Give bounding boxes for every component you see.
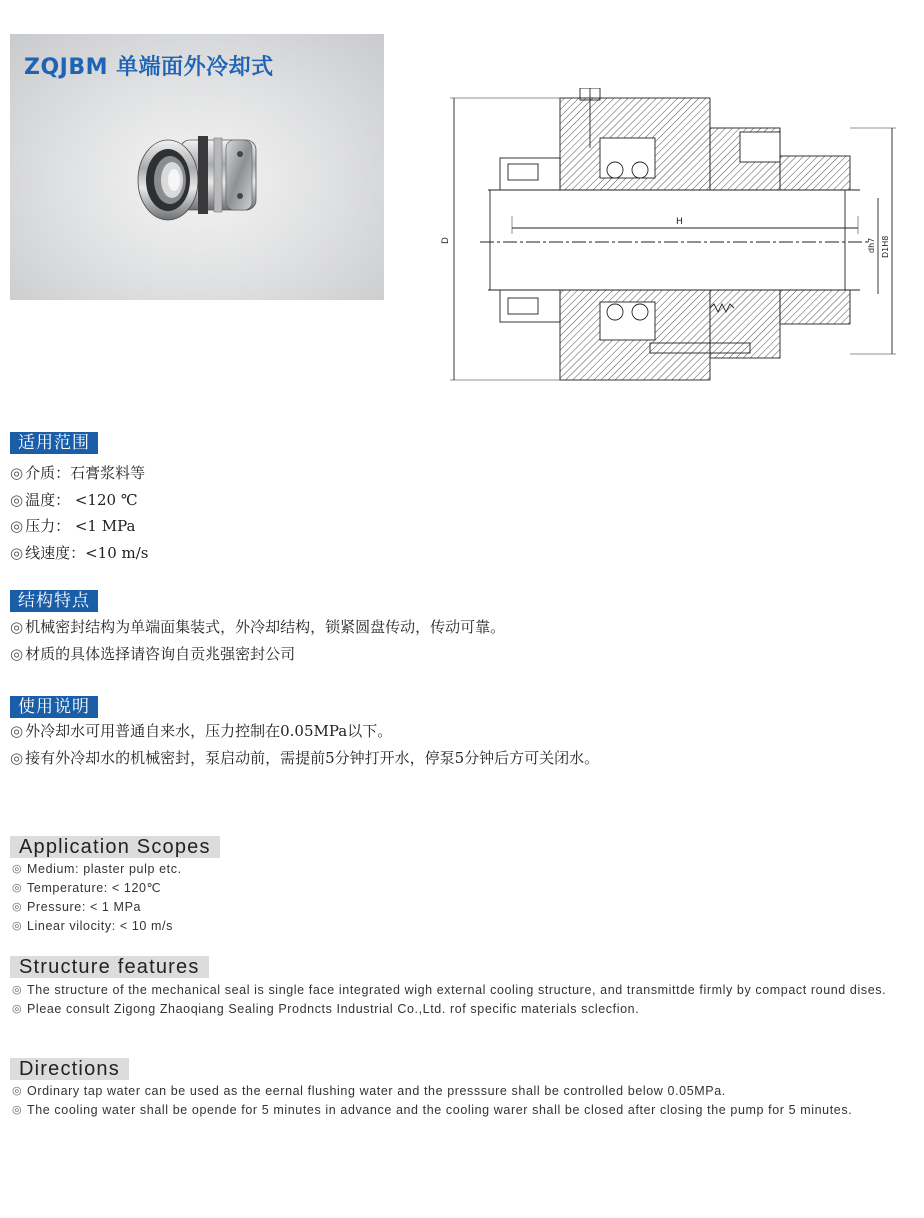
- product-title: ZQJBM 单端面外冷却式: [24, 55, 274, 80]
- list-item: ◎ Ordinary tap water can be used as the eernal flushing water and the presssure shall be controlled below 0.05MPa.: [12, 1084, 726, 1098]
- list-item: ◎ Pleae consult Zigong Zhaoqiang Sealing Prodncts Industrial Co.,Ltd. rof specific materials sclecfion.: [12, 1002, 640, 1016]
- dim-label-d1h8: D1H8: [881, 235, 890, 258]
- cn-structure-heading: 结构特点: [10, 590, 98, 612]
- list-item: ◎ 介质：石膏浆料等: [10, 464, 146, 482]
- cn-structure-list: [10, 614, 505, 667]
- cross-section-drawing: [440, 88, 900, 388]
- cn-usage-heading: 使用说明: [10, 696, 98, 718]
- list-item: ◎ 机械密封结构为单端面集装式，外冷却结构，锁紧圆盘传动，传动可靠。: [10, 618, 506, 636]
- en-structure-list: [10, 981, 920, 1019]
- en-structure-heading: Structure features: [10, 956, 209, 978]
- en-directions-list: [10, 1082, 920, 1120]
- list-item: ◎ 接有外冷却水的机械密封，泵启动前，需提前5分钟打开水，停泵5分钟后方可关闭水。: [10, 748, 600, 767]
- cn-usage-list: [10, 718, 599, 771]
- list-item: ◎ 材质的具体选择请咨询自贡兆强密封公司: [10, 644, 296, 663]
- en-scope-heading: Application Scopes: [10, 836, 220, 858]
- mechanical-seal-photo: [128, 126, 268, 236]
- cn-scope-section: [10, 432, 149, 566]
- list-item: ◎ 压力： <1 MPa: [10, 517, 136, 535]
- list-item: ◎ Linear vilocity: < 10 m/s: [12, 919, 173, 933]
- en-directions-heading: Directions: [10, 1058, 129, 1080]
- list-item: ◎ The cooling water shall be opende for 5 minutes in advance and the cooling warer shall be closed after closing the pump for 5 minutes.: [12, 1103, 853, 1117]
- cn-structure-section: [10, 590, 505, 667]
- list-item: ◎ 外冷却水可用普通自来水，压力控制在0.05MPa以下。: [10, 722, 393, 740]
- en-directions-section: [10, 1058, 920, 1120]
- list-item: ◎ 线速度：<10 m/s: [10, 543, 149, 562]
- en-scope-list: [10, 860, 920, 936]
- en-structure-section: [10, 956, 920, 1019]
- list-item: ◎ 温度： <120 ℃: [10, 490, 138, 509]
- cn-scope-heading: 适用范围: [10, 432, 98, 454]
- cn-usage-section: [10, 696, 599, 771]
- product-photo-panel: [10, 34, 384, 300]
- list-item: ◎ Medium: plaster pulp etc.: [12, 862, 182, 876]
- list-item: ◎ Temperature: < 120℃: [12, 881, 162, 895]
- en-scope-section: [10, 836, 920, 936]
- list-item: ◎ The structure of the mechanical seal is single face integrated wigh external cooling structure, and transmittde firmly by compact round dises.: [12, 983, 887, 997]
- dim-label-dh7: dh7: [867, 237, 876, 253]
- dim-label-d: D: [441, 237, 451, 244]
- dim-label-h: H: [676, 217, 683, 227]
- list-item: ◎ Pressure: < 1 MPa: [12, 900, 142, 914]
- cn-scope-list: [10, 460, 149, 566]
